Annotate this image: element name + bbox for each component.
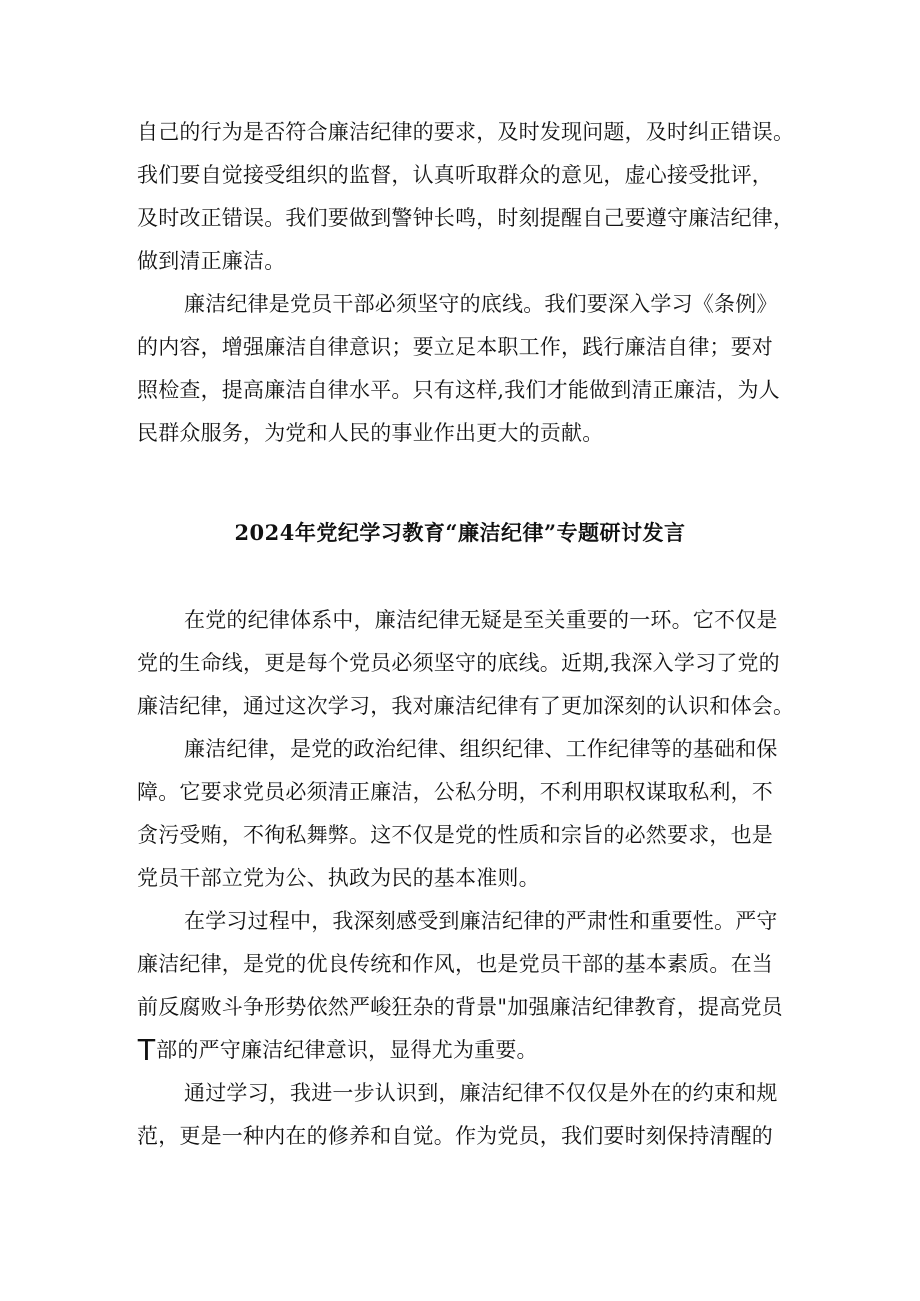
text-line: 做到清正廉洁。 (137, 249, 286, 273)
text-line: 障。它要求党员必须清正廉洁，公私分明，不利用职权谋取私利，不 (137, 780, 773, 804)
text-line: 照检查，提高廉洁自律水平。只有这样,我们才能做到清正廉洁，为人 (137, 378, 780, 402)
text-line: 自己的行为是否符合廉洁纪律的要求，及时发现问题，及时纠正错误。 (137, 120, 795, 144)
ocr-glyph-T: T (137, 1032, 157, 1067)
text-line: 我们要自觉接受组织的监督，认真听取群众的意见，虚心接受批评， (137, 163, 773, 187)
text-line: 前反腐败斗争形势依然严峻狂杂的背景"加强廉洁纪律教育，提高党员 (137, 995, 783, 1019)
text-line: 及时改正错误。我们要做到警钟长鸣，时刻提醒自己要遵守廉洁纪律， (137, 206, 795, 230)
text-line: 贪污受贿，不徇私舞弊。这不仅是党的性质和宗旨的必然要求，也是 (137, 823, 773, 847)
text-line: 廉洁纪律是党员干部必须坚守的底线。我们要深入学习《条例》 (184, 292, 778, 316)
text-line (137, 1032, 797, 1067)
text-line: 党的生命线，更是每个党员必须坚守的底线。近期,我深入学习了党的 (137, 651, 780, 675)
text-line: 廉洁纪律，通过这次学习，我对廉洁纪律有了更加深刻的认识和体会。 (137, 694, 795, 718)
text-line: 民群众服务，为党和人民的事业作出更大的贡献。 (137, 421, 604, 445)
text-line: 通过学习，我进一步认识到，廉洁纪律不仅仅是外在的约束和规 (184, 1081, 778, 1105)
text-line: 党员干部立党为公、执政为民的基本准则。 (137, 866, 540, 890)
text-line: 在党的纪律体系中，廉洁纪律无疑是至关重要的一环。它不仅是 (184, 608, 778, 632)
document-title: 2024年党纪学习教育“廉洁纪律”专题研讨发言 (234, 520, 686, 545)
text-line: 范，更是一种内在的修养和自觉。作为党员，我们要时刻保持清醒的 (137, 1124, 773, 1148)
text-line: 廉洁纪律，是党的优良传统和作风，也是党员干部的基本素质。在当 (137, 952, 773, 976)
text-line: 廉洁纪律，是党的政治纪律、组织纪律、工作纪律等的基础和保 (184, 737, 778, 761)
text-line: 的内容，增强廉洁自律意识；要立足本职工作，践行廉洁自律；要对 (137, 335, 773, 359)
text-span: 部的严守廉洁纪律意识，显得尤为重要。 (156, 1038, 538, 1062)
text-line: 在学习过程中，我深刻感受到廉洁纪律的严肃性和重要性。严守 (184, 909, 778, 933)
